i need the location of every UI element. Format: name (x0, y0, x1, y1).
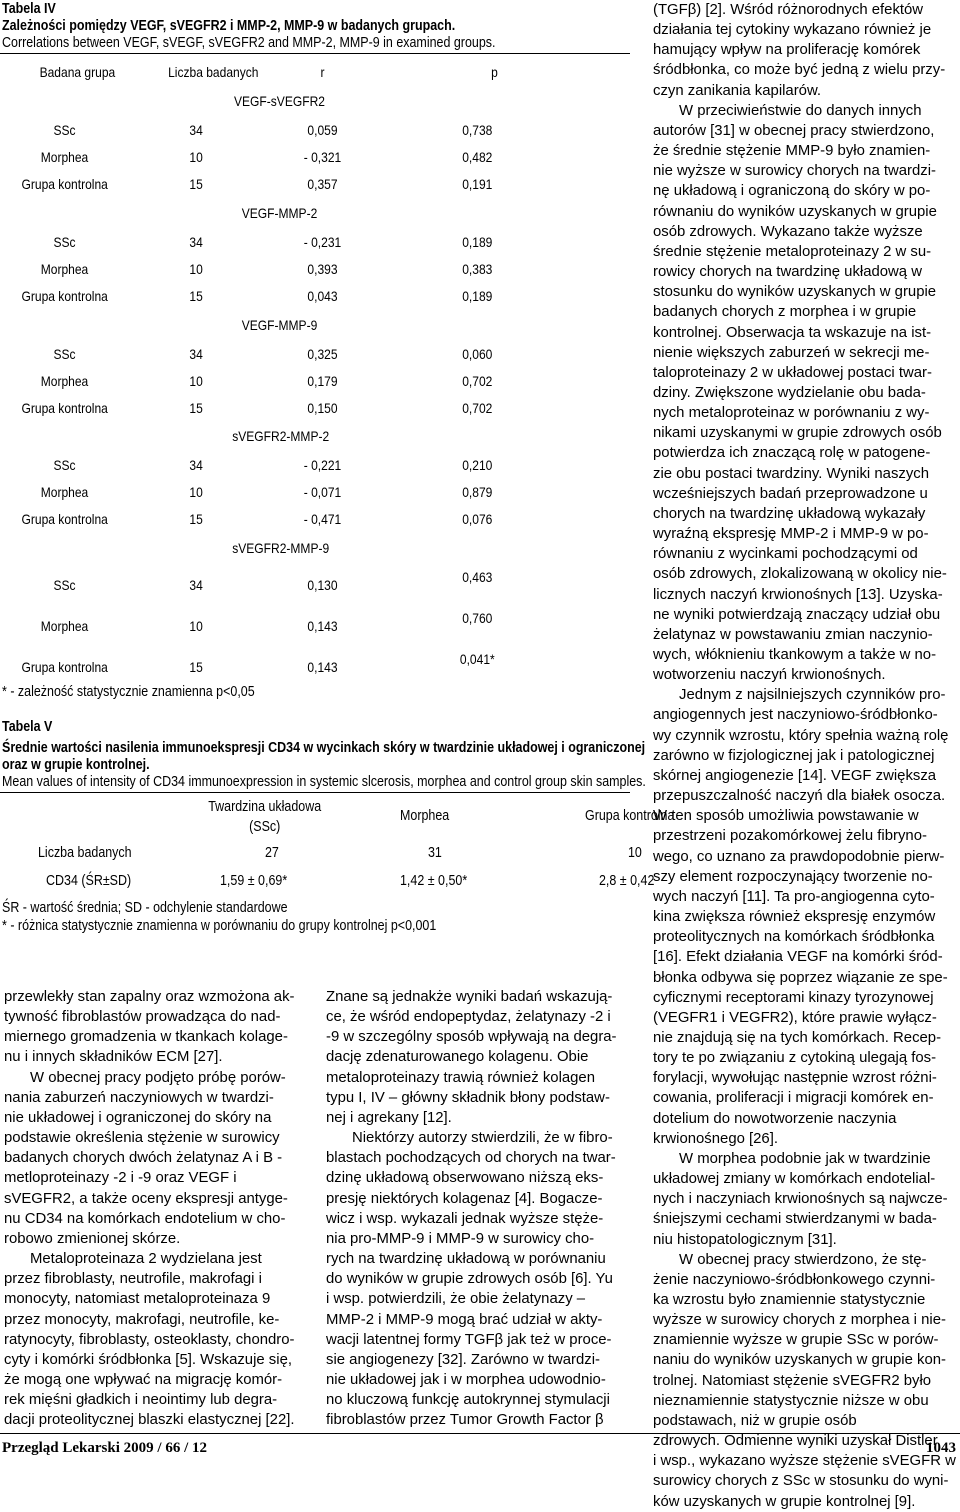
body-line: cowania, proliferacji i migracji komórek en- (653, 1090, 934, 1107)
body-line: ce, że wśród endopeptydaz, żelatynazy -2 i (326, 1009, 611, 1026)
body-line: fibroblastów przez Tumor Growth Factor β (326, 1412, 604, 1429)
table4-cell-group: Grupa kontrolna (21, 511, 108, 527)
table5-header-ssc-line2: (SSc) (249, 819, 281, 835)
table4-cell-group: Morphea (40, 149, 89, 165)
body-line: [16]. Efekt działania VEGF na komórki śród- (653, 949, 943, 966)
table4-title-pl: Zależności pomiędzy VEGF, sVEGFR2 i MMP-2, MMP-9 w badanych grupach. (2, 18, 456, 34)
table5-footnote-1: ŚR - wartość średnia; SD - odchylenie standardowe (2, 900, 288, 916)
body-line: nia pro-MMP-9 i MMP-9 w surowicy cho- (326, 1230, 595, 1247)
table4-cell-p: 0,210 (462, 457, 493, 473)
body-line: badanych chorych dwóch żelatynaz A i B - (4, 1150, 283, 1167)
body-line: podstawach, niż w grupie osób (653, 1412, 857, 1429)
body-line: monocyty, natomiast metaloproteinaza 9 (4, 1291, 271, 1308)
table4-cell-p: 0,191 (462, 176, 493, 192)
body-line: równaniu z wycinkami pochodzącymi od (653, 546, 918, 563)
table4-cell-r: - 0,071 (303, 484, 342, 500)
table4-cell-p: 0,189 (462, 234, 493, 250)
body-line: że średnie stężenie MMP-9 było znamien- (653, 143, 931, 160)
body-line: wicz i wsp. wykazali jednak wyższe stęże- (326, 1210, 604, 1227)
table4-cell-r: 0,325 (307, 346, 338, 362)
body-line: W przeciwieństwie do danych innych (679, 102, 922, 119)
body-line: nieznamiennie statystycznie niższe w obu (653, 1392, 929, 1409)
table4-header-0: Badana grupa (39, 64, 116, 80)
body-line: miernego gromadzenia w tkankach kolage- (4, 1029, 288, 1046)
body-line: błonka odbywa się poprzez wiązanie ze spe- (653, 969, 948, 986)
body-line: żelatynaz w powstawaniu zmian naczynio- (653, 626, 933, 643)
body-line: osób zdrowych. Wykazano także wyższe (653, 223, 923, 240)
table4-cell-r: - 0,231 (303, 234, 342, 250)
body-line: wacji latentnej formy TGFβ jak też w proce- (326, 1331, 612, 1348)
body-line: zdrowych. Odmienne wyniki uzyskał Distler (653, 1433, 938, 1450)
table4-cell-p: 0,189 (462, 288, 493, 304)
body-line: metloproteinazy -2 i -9 oraz VEGF i (4, 1170, 237, 1187)
table5-row2-c3: 2,8 ± 0,42 (599, 873, 655, 889)
body-line: Metaloproteinaza 2 wydzielana jest (30, 1251, 262, 1268)
body-line: wyraźną ekspresję MMP-2 i MMP-9 w po- (653, 526, 929, 543)
table4-cell-p: 0,041* (459, 651, 495, 667)
body-line: angiogennych jest naczyniowo-śródbłonko- (653, 707, 938, 724)
body-line: podstawie określenia stężenie w surowicy (4, 1130, 280, 1147)
table4-cell-n: 10 (189, 261, 203, 277)
body-line: W ten sposób umożliwia powstawanie w (653, 808, 919, 825)
table4-cell-n: 10 (189, 618, 203, 634)
body-line: nikami uzyskanymi w grupie zdrowych osób (653, 425, 942, 442)
table4-cell-r: - 0,471 (303, 511, 342, 527)
body-line: forylacji, wywołując następnie wzrost różni- (653, 1070, 937, 1087)
body-line: tywność fibroblastów prowadząca do nad- (4, 1009, 281, 1026)
table4-cell-n: 34 (189, 122, 203, 138)
table5-header-ssc (183, 797, 346, 837)
body-line: Jednym z najsilniejszych czynników pro- (679, 687, 946, 704)
body-line: krwionośnego [26]. (653, 1130, 778, 1147)
body-line: ka wzrostu było znamiennie statystycznie (653, 1292, 926, 1308)
table4-header-2: r (320, 64, 325, 80)
body-line: blastach pochodzących od chorych na twar- (326, 1150, 616, 1167)
body-line: dacji proteolitycznej blaszki elastycznej [22]. (4, 1412, 295, 1429)
body-line: wych naczyń [11]. Ta pro-angiogenna cyto- (653, 888, 935, 905)
body-line: tory te po związaniu z cytokiną ulegają fos- (653, 1050, 937, 1067)
table4-cell-p: 0,879 (462, 484, 493, 500)
body-line: wego, co uznano za prawdopodobnie pierw- (653, 848, 945, 865)
body-line: niu histopatologicznym [31]. (653, 1231, 837, 1248)
body-line: W obecnej pracy podjęto próbę porów- (30, 1069, 286, 1086)
table4-cell-n: 15 (189, 400, 203, 416)
body-line: nu CD34 na komórkach endotelium w cho- (4, 1210, 286, 1227)
table4-cell-r: 0,357 (307, 176, 338, 192)
table4-cell-r: 0,393 (307, 261, 338, 277)
table4-cell-r: - 0,321 (303, 149, 342, 165)
body-line: kontrolnej. Obserwacja ta wskazuje na ist- (653, 324, 932, 341)
table4-header-1: Liczba badanych (168, 64, 259, 80)
body-line: surowicy chorych z SSc w stosunku do wyni- (653, 1473, 949, 1490)
table4-cell-n: 34 (189, 457, 203, 473)
table4-cell-n: 10 (189, 373, 203, 389)
table4-section-title: VEGF-sVEGFR2 (234, 93, 325, 109)
body-line: autorów [31] w obecnej pracy stwierdzono, (653, 122, 935, 139)
table5-row1-label: Liczba badanych (38, 845, 132, 861)
body-line: dotelium do nowotworzenie naczynia (653, 1110, 897, 1127)
body-line: sie angiogenezy [32]. Zarówno w twardzi- (326, 1351, 600, 1368)
body-line: licznych naczyń krwionośnych [13]. Uzyska- (653, 586, 943, 603)
body-line: nu i innych składników ECM [27]. (4, 1049, 223, 1066)
footer-rule (0, 1433, 960, 1434)
table5-top-rule (0, 792, 630, 793)
table5-header-ssc-line1: Twardzina układowa (208, 799, 322, 815)
body-line: nie znajdują się na tych komórkach. Recep- (653, 1029, 942, 1046)
body-line: sVEGFR2, a także oceny ekspresji antyge- (4, 1190, 288, 1207)
body-line: dzinę układową obserwowano niższą eks- (326, 1170, 604, 1187)
body-column-left (4, 987, 302, 1430)
body-line: W morphea podobnie jak w twardzinie (679, 1150, 931, 1167)
table4-cell-p: 0,482 (462, 149, 493, 165)
table4-cell-r: - 0,221 (303, 457, 342, 473)
table5-row1-c3: 10 (628, 845, 642, 861)
body-line: że mogą one wpływać na migrację komór- (4, 1371, 283, 1388)
table4-cell-group: SSc (53, 122, 76, 138)
body-line: rowicy chorych na twardzinę układową w (653, 264, 922, 281)
body-line: przepuszczalność naczyń dla białek osocza. (653, 788, 946, 805)
table4-cell-p: 0,076 (462, 511, 493, 527)
body-line: nę układową i ograniczoną do skóry w po- (653, 183, 931, 200)
body-line: śniejszymi cechami stwierdzanymi w bada- (653, 1211, 937, 1228)
body-line: robowo zmienionej skórze. (4, 1230, 181, 1247)
table4-cell-group: SSc (53, 457, 76, 473)
body-line: nie wyższe w surowicy chorych na twardzi- (653, 163, 937, 180)
body-line: nania zaburzeń naczyniowych w twardzi- (4, 1089, 274, 1106)
table4-footnote: * - zależność statystycznie znamienna p<0,05 (2, 684, 255, 700)
body-line: MMP-2 i MMP-9 mogą brać udział w akty- (326, 1311, 603, 1328)
body-line: typu I, IV – główny składnik błony podstaw- (326, 1089, 610, 1106)
table4-cell-p: 0,383 (462, 261, 493, 277)
body-line: cyficznymi receptorami kinazy tyrozynowej (653, 989, 934, 1006)
table4-cell-p: 0,060 (462, 346, 493, 362)
body-line: wyższe w surowicy chorych z morphea i nie- (653, 1312, 946, 1329)
table4-section-title: VEGF-MMP-2 (241, 205, 318, 221)
table4-cell-group: Morphea (40, 484, 89, 500)
body-line: do wyników w grupie zdrowych osób [6]. Yu (326, 1271, 613, 1288)
table4-cell-p: 0,702 (462, 373, 493, 389)
body-line: nych i naczyniach krwionośnych są najwcze- (653, 1191, 948, 1208)
body-line: ratynocyty, fibroblasty, osteoklasty, chondro- (4, 1331, 295, 1348)
body-line: naniu do wyników uzyskanych w grupie kon- (653, 1352, 946, 1369)
body-line: stosunku do wyników uzyskanych w grupie (653, 284, 937, 301)
body-line: osób zdrowych, zlokalizowaną w okolicy nie- (653, 566, 947, 583)
table5-row2-label: CD34 (ŚR±SD) (46, 873, 132, 889)
body-line: zarówno w fizjologicznej jak i patologicznej (653, 747, 935, 764)
table5-row1-c1: 27 (265, 845, 279, 861)
body-line: skórnej angiogenezie [14]. VEGF zwiększa (653, 767, 937, 784)
table4-cell-n: 10 (189, 149, 203, 165)
body-line: nie układowej jak i w morphea udowodnio- (326, 1371, 606, 1388)
table4-cell-p: 0,760 (462, 610, 493, 626)
body-line: W obecnej pracy stwierdzono, że stę- (679, 1251, 927, 1268)
body-line: cyty i komórki śródbłonka [5]. Wskazuje się, (4, 1351, 292, 1368)
table4-cell-n: 15 (189, 176, 203, 192)
body-line: kina zwiększa również ekspresję enzymów (653, 909, 936, 926)
body-line: taloproteinazy 2 w układowej postaci twar- (653, 364, 932, 381)
table4-section-title: sVEGFR2-MMP-9 (232, 540, 330, 556)
body-line: zie obu postaci twardziny. Wyniki naszych (653, 465, 930, 482)
body-line: ne wyniki potwierdzają znaczący udział obu (653, 606, 941, 623)
table4-cell-n: 15 (189, 511, 203, 527)
table4-label: Tabela IV (2, 1, 56, 17)
body-line: nych metaloproteinaz w porównaniu z wy- (653, 405, 930, 422)
body-line: potwierdza ich znaczącą rolę w patogene- (653, 445, 931, 462)
table4 (0, 0, 636, 710)
page-number: 1043 (926, 1440, 956, 1456)
table5-footnote-2: * - różnica statystycznie znamienna w porównaniu do grupy kontrolnej p<0,001 (2, 918, 437, 934)
table4-cell-group: Grupa kontrolna (21, 400, 108, 416)
table5-title-en: Mean values of intensity of CD34 immunoexpression in systemic slcerosis, morphea and control group skin samples. (2, 774, 646, 790)
journal-citation: Przegląd Lekarski 2009 / 66 / 12 (2, 1440, 207, 1456)
table4-cell-r: 0,143 (307, 659, 338, 675)
body-line: trolnej. Natomiast stężenie sVEGFR2 było (653, 1372, 932, 1389)
body-line: nienie większych zaburzeń w sekrecji me- (653, 344, 930, 361)
body-line: ków uzyskanych w grupie kontrolnej [9]. (653, 1493, 916, 1510)
body-line: dację zdenaturowanego kolagenu. Obie (326, 1049, 589, 1066)
body-line: chorych na twardzinę układową wykazały (653, 505, 926, 522)
body-line: wcześniejszych badań przeprowadzone u (653, 485, 928, 502)
body-line: szy element rozpoczynający tworzenie no- (653, 868, 933, 885)
body-line: Niektórzy autorzy stwierdzili, że w fibro- (352, 1130, 613, 1147)
table4-cell-r: 0,150 (307, 400, 338, 416)
table4-header-3: p (491, 64, 498, 80)
table4-title-en: Correlations between VEGF, sVEGF, sVEGFR2 and MMP-2, MMP-9 in examined groups. (2, 35, 496, 51)
body-line: wotworzeniu naczyń krwionośnych. (653, 667, 886, 684)
table4-cell-p: 0,738 (462, 122, 493, 138)
body-line: rek mięśni gładkich i neointimy lub degra- (4, 1392, 278, 1409)
body-line: przez monocyty, makrofagi, neutrofile, ke- (4, 1311, 280, 1328)
body-line: wy czynnik wzrostu, który spełnia ważną rolę (653, 727, 949, 744)
table4-cell-n: 15 (189, 659, 203, 675)
body-line: metaloproteinazy trawią również kolagen (326, 1069, 595, 1086)
table4-cell-r: 0,179 (307, 373, 338, 389)
body-line: przestrzeni pozakomórkowej żelu fibryno- (653, 828, 927, 845)
body-line: wych, włóknieniu tkankowym a także w no- (653, 647, 937, 663)
table4-cell-group: Grupa kontrolna (21, 659, 108, 675)
table4-cell-r: 0,143 (307, 618, 338, 634)
table4-cell-n: 34 (189, 346, 203, 362)
table4-cell-group: Grupa kontrolna (21, 176, 108, 192)
table4-cell-p: 0,463 (462, 569, 493, 585)
body-line: dziny. Zwiększone wydzielanie obu bada- (653, 384, 926, 401)
table5-row2-c2: 1,42 ± 0,50* (400, 873, 468, 889)
body-line: nie układowej i ograniczonej do skóry na (4, 1109, 272, 1126)
table5-label: Tabela V (2, 719, 53, 735)
body-line: presję niektórych kolagenaz [4]. Bogacze- (326, 1190, 603, 1207)
table4-cell-group: SSc (53, 346, 76, 362)
table5-header-control: Grupa kontrolna (585, 808, 675, 824)
body-line: no kluczową funkcję autokrynnej stymulacji (326, 1392, 610, 1409)
table4-section-title: VEGF-MMP-9 (241, 317, 318, 333)
body-line: proteolitycznych na komórkach śródbłonka (653, 929, 935, 946)
body-line: i wsp., wykazano wyższe stężenie sVEGFR w (653, 1453, 956, 1470)
table4-cell-group: Morphea (40, 618, 89, 634)
table4-section-title: sVEGFR2-MMP-2 (232, 428, 330, 444)
body-line: znamiennie wyższe w grupie SSc w porów- (653, 1332, 939, 1349)
table4-cell-r: 0,043 (307, 288, 338, 304)
body-line: rych na twardzinę układową w porównaniu (326, 1251, 606, 1268)
table4-cell-group: Morphea (40, 261, 89, 277)
table4-cell-n: 15 (189, 288, 203, 304)
body-line: Znane są jednakże wyniki badań wskazują- (326, 989, 613, 1005)
table4-cell-group: SSc (53, 577, 76, 593)
body-line: (TGFβ) [2]. Wśród różnorodnych efektów (653, 2, 924, 18)
table4-cell-r: 0,059 (307, 122, 338, 138)
body-line: średnie stężenie metaloproteinazy 2 w su- (653, 243, 932, 260)
table4-cell-group: Morphea (40, 373, 89, 389)
table5-caption (2, 719, 646, 791)
table4-cell-group: Grupa kontrolna (21, 288, 108, 304)
body-line: równaniu do wyników uzyskanych w grupie (653, 203, 937, 220)
table4-cell-n: 34 (189, 577, 203, 593)
body-column-middle (326, 987, 628, 1430)
table5-row2-c1: 1,59 ± 0,69* (220, 873, 288, 889)
table5-title-pl-2: oraz w grupie kontrolnej. (2, 757, 150, 773)
body-line: przewlekły stan zapalny oraz wzmożona ak- (4, 989, 295, 1005)
body-line: działania tej cytokiny wykazano również je (653, 22, 932, 39)
table4-cell-r: 0,130 (307, 577, 338, 593)
table5-row1-c2: 31 (428, 845, 442, 861)
body-line: śródbłonka, co może być jedną z wielu przy- (653, 62, 946, 79)
body-line: badanych chorych z morphea i w grupie (653, 304, 917, 321)
table4-cell-group: SSc (53, 234, 76, 250)
body-line: hamujący wpływ na proliferację komórek (653, 42, 921, 59)
body-line: przez fibroblasty, neutrofile, makrofagi i (4, 1271, 262, 1288)
body-line: i wsp. potwierdzili, że obie żelatynazy – (326, 1291, 586, 1308)
body-line: układowej zmiany w komórkach endotelial- (653, 1171, 936, 1188)
body-line: (VEGFR1 i VEGFR2), które prawie wyłącz- (653, 1009, 937, 1026)
body-line: czyn zanikania kapilarów. (653, 82, 822, 99)
body-line: żenie naczyniowo-śródbłonkowego czynni- (653, 1271, 936, 1288)
body-column-right (653, 0, 956, 1512)
table4-cell-p: 0,702 (462, 400, 493, 416)
table5-title-pl-1: Średnie wartości nasilenia immunoekspresji CD34 w wycinkach skóry w twardzinie układowej i ograniczonej (2, 740, 646, 756)
body-line: -9 w szczególny sposób wpływają na degra- (326, 1029, 617, 1046)
body-line: nej i agrekany [12]. (326, 1109, 452, 1126)
table4-cell-n: 10 (189, 484, 203, 500)
table4-cell-n: 34 (189, 234, 203, 250)
table5-header-morphea: Morphea (400, 808, 450, 824)
